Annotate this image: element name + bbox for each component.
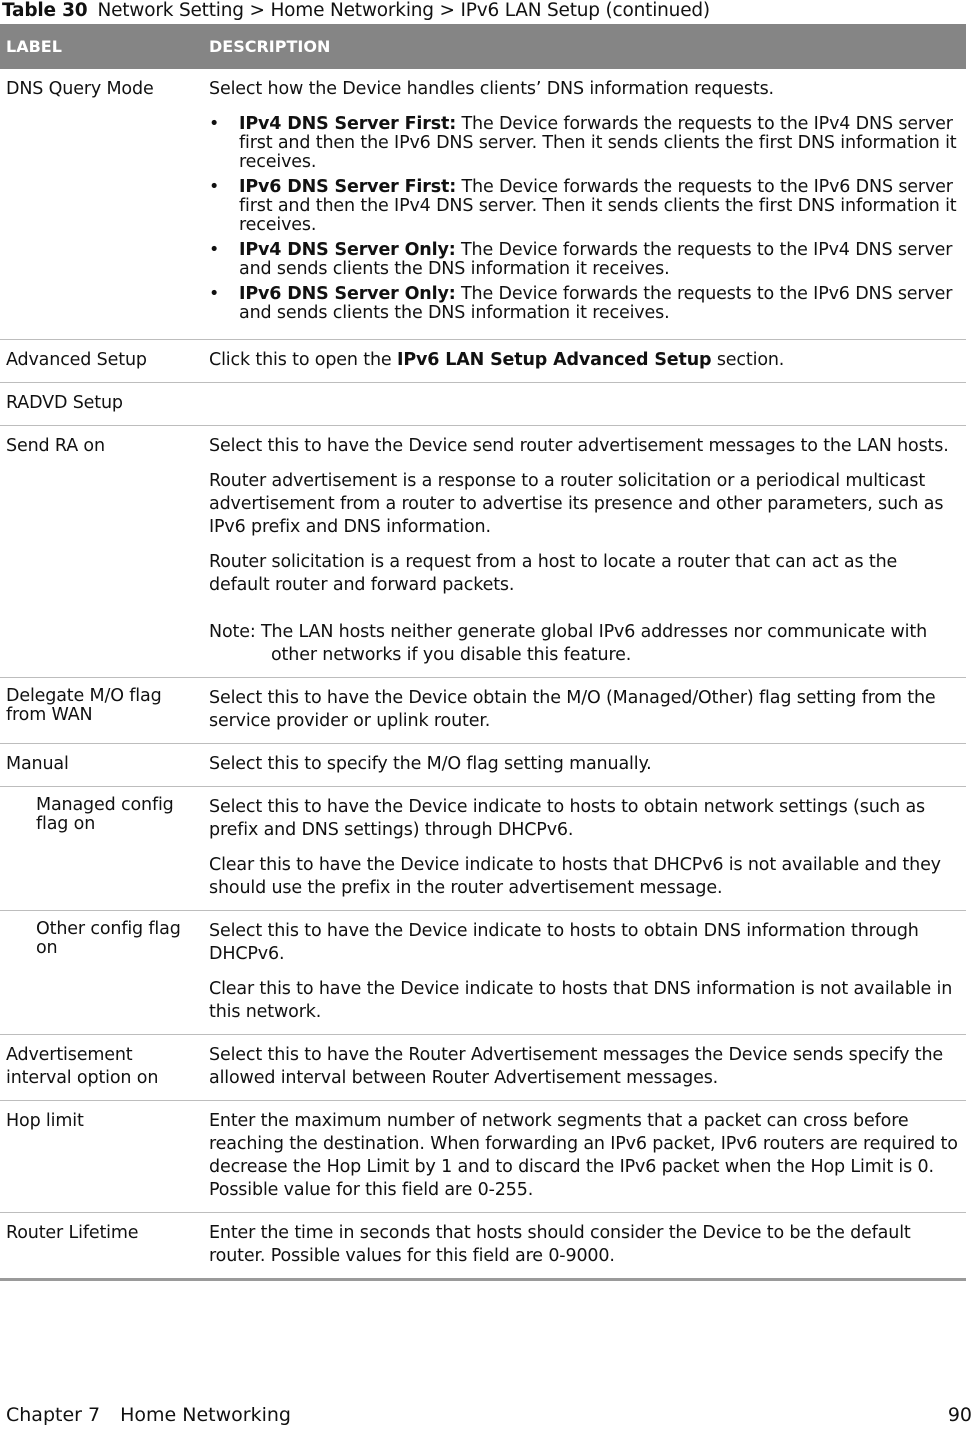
- description-text: Select this to have the Device send router advertisement messages to the LAN hosts.: [209, 436, 949, 456]
- description-text: Select this to have the Device indicate to hosts to obtain network settings (such as prefix and DNS settings) through DHCPv6.: [209, 797, 926, 840]
- row-label: Manual: [0, 744, 202, 787]
- option-text: The Device forwards the requests to the IPv4 DNS server and sends clients the DNS information it receives.: [239, 240, 953, 279]
- table-row: [0, 1101, 966, 1213]
- row-label: Managed config flag on: [0, 787, 202, 911]
- table-row: [0, 787, 966, 911]
- table-header-row: [0, 24, 966, 69]
- description-text: Router advertisement is a response to a router solicitation or a periodical multicast advertisement from a router to advertise its presence and other parameters, such as IPv6 prefix and DNS information.: [209, 471, 944, 537]
- row-description: Enter the time in seconds that hosts should consider the Device to be the default router. Possible values for this field are 0-9000.: [202, 1213, 966, 1280]
- settings-table: [0, 24, 966, 1281]
- row-description: [202, 69, 966, 340]
- list-item: [209, 241, 960, 279]
- description-column-header: DESCRIPTION: [202, 24, 966, 69]
- bullet-list: [209, 115, 960, 323]
- row-label: Send RA on: [0, 426, 202, 678]
- description-text: Clear this to have the Device indicate to hosts that DNS information is not available in this network.: [209, 979, 953, 1022]
- table-row: [0, 340, 966, 383]
- table-row: [0, 744, 966, 787]
- row-label: DNS Query Mode: [0, 69, 202, 340]
- table-row: [0, 1035, 966, 1101]
- row-description: [202, 787, 966, 911]
- bullet-icon: •: [209, 284, 220, 304]
- label-column-header: LABEL: [0, 24, 202, 69]
- list-item: [209, 115, 960, 172]
- description-text: Router solicitation is a request from a host to locate a router that can act as the default router and forward packets.: [209, 552, 898, 595]
- option-text: The Device forwards the requests to the IPv6 DNS server and sends clients the DNS information it receives.: [239, 284, 953, 323]
- list-item: [209, 178, 960, 235]
- bullet-icon: •: [209, 240, 220, 260]
- row-description: Enter the maximum number of network segments that a packet can cross before reaching the destination. When forwarding an IPv6 packet, IPv6 routers are required to decrease the Hop Limit by 1 and to discard the IPv6 packet when the Hop Limit is 0. Possible value for this field are 0-255.: [202, 1101, 966, 1213]
- row-label: Advanced Setup: [0, 340, 202, 383]
- row-label: Other config flag on: [0, 911, 202, 1035]
- row-label: Advertisement interval option on: [0, 1035, 202, 1101]
- row-label: Hop limit: [0, 1101, 202, 1213]
- note-text: [209, 621, 960, 667]
- row-label: Delegate M/O flag from WAN: [0, 678, 202, 744]
- row-label: Router Lifetime: [0, 1213, 202, 1280]
- chapter-title: Home Networking: [120, 1404, 291, 1426]
- option-text: The Device forwards the requests to the IPv4 DNS server first and then the IPv6 DNS server. Then it sends clients the first DNS information it receives.: [239, 114, 957, 172]
- list-item: [209, 285, 960, 323]
- note-line: Note: The LAN hosts neither generate global IPv6 addresses nor communicate with: [209, 622, 928, 642]
- table-number: Table 30: [2, 0, 88, 21]
- bullet-icon: •: [209, 114, 220, 134]
- option-title: IPv6 DNS Server Only:: [239, 284, 456, 304]
- description-text: Clear this to have the Device indicate to hosts that DHCPv6 is not available and they should use the prefix in the router advertisement message.: [209, 855, 941, 898]
- row-description: [202, 340, 966, 383]
- description-text: Click this to open the: [209, 350, 397, 370]
- table-row: [0, 678, 966, 744]
- bullet-icon: •: [209, 177, 220, 197]
- row-description: [202, 383, 966, 426]
- row-description: [202, 911, 966, 1035]
- description-text: section.: [711, 350, 785, 370]
- table-row: [0, 1213, 966, 1280]
- page-number: 90: [947, 1404, 972, 1426]
- row-description: Select this to specify the M/O flag setting manually.: [202, 744, 966, 787]
- footer-chapter: [6, 1404, 291, 1426]
- table-caption: [2, 0, 710, 21]
- section-name: IPv6 LAN Setup Advanced Setup: [396, 350, 712, 370]
- table-row: [0, 383, 966, 426]
- note-line: other networks if you disable this feature.: [271, 645, 632, 665]
- option-title: IPv4 DNS Server First:: [239, 114, 457, 134]
- table-row: [0, 911, 966, 1035]
- description-text: Select how the Device handles clients’ DNS information requests.: [209, 79, 774, 99]
- row-label: RADVD Setup: [0, 383, 202, 426]
- option-text: The Device forwards the requests to the IPv6 DNS server first and then the IPv4 DNS server. Then it sends clients the first DNS information it receives.: [239, 177, 957, 235]
- table-title: Network Setting > Home Networking > IPv6 LAN Setup (continued): [97, 0, 710, 21]
- option-title: IPv6 DNS Server First:: [239, 177, 457, 197]
- chapter-number: Chapter 7: [6, 1404, 101, 1426]
- table-row: [0, 69, 966, 340]
- description-text: Select this to have the Device indicate to hosts to obtain DNS information through DHCPv6.: [209, 921, 919, 964]
- row-description: [202, 426, 966, 678]
- row-description: Select this to have the Router Advertisement messages the Device sends specify the allowed interval between Router Advertisement messages.: [202, 1035, 966, 1101]
- option-title: IPv4 DNS Server Only:: [239, 240, 456, 260]
- row-description: Select this to have the Device obtain the M/O (Managed/Other) flag setting from the service provider or uplink router.: [202, 678, 966, 744]
- table-row: [0, 426, 966, 678]
